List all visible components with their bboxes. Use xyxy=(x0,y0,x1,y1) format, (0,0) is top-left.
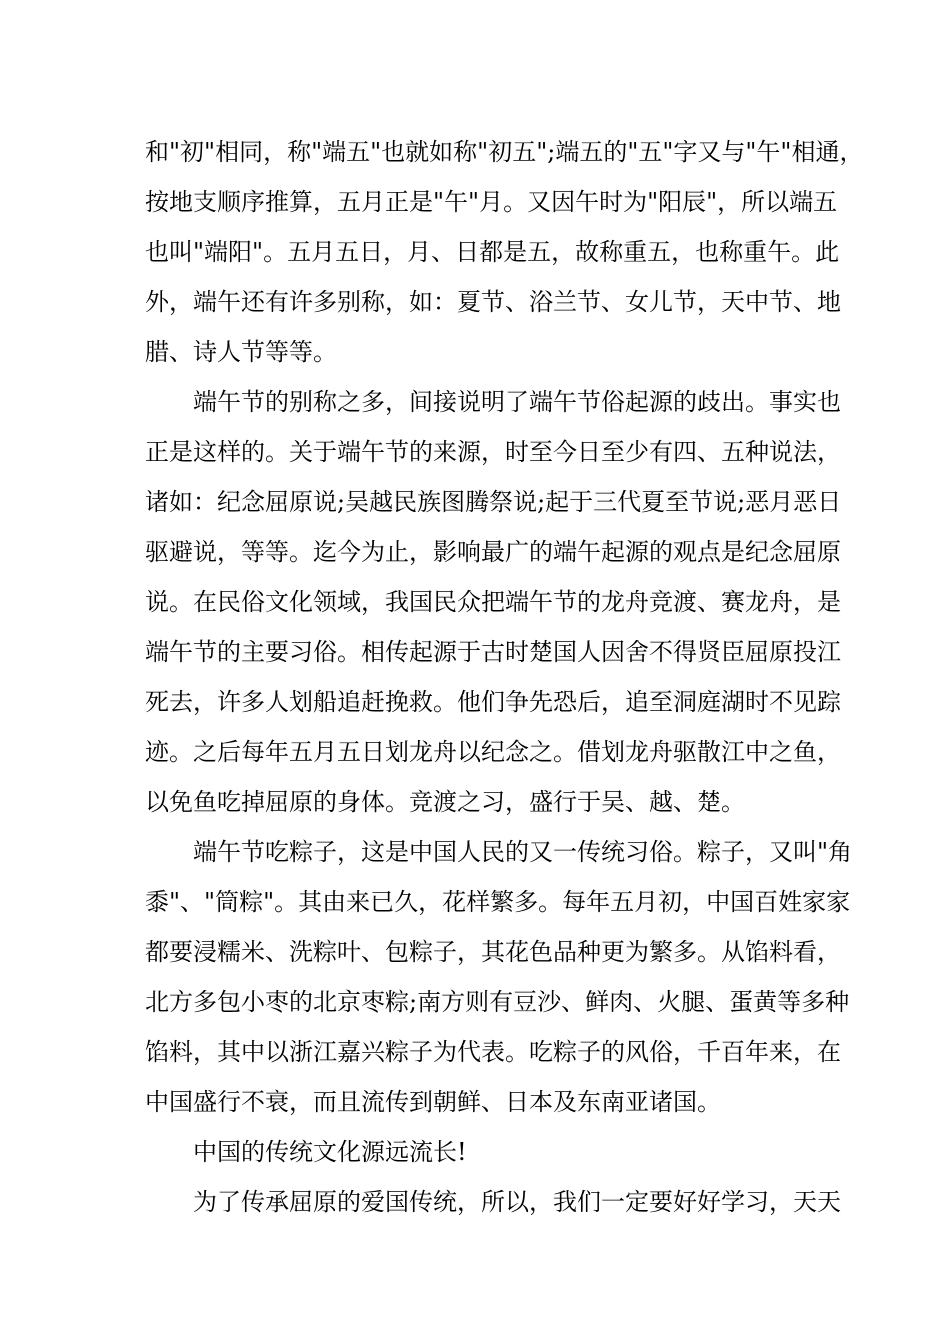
text-line: 黍"、"筒粽"。其由来已久，花样繁多。每年五月初，中国百姓家家 xyxy=(145,888,851,916)
text-line: 北方多包小枣的北京枣粽;南方则有豆沙、鲜肉、火腿、蛋黄等多种 xyxy=(145,988,850,1016)
text-line: 正是这样的。关于端午节的来源，时至今日至少有四、五种说法， xyxy=(145,438,841,466)
text-line: 和"初"相同，称"端五"也就如称"初五";端五的"五"字又与"午"相通， xyxy=(145,138,864,166)
text-line: 诸如：纪念屈原说;吴越民族图腾祭说;起于三代夏至节说;恶月恶日 xyxy=(145,488,842,516)
text-line: 中国盛行不衰，而且流传到朝鲜、日本及东南亚诸国。 xyxy=(145,1088,721,1116)
text-line: 外，端午还有许多别称，如：夏节、浴兰节、女儿节，天中节、地 xyxy=(145,288,841,316)
paragraph-start-line: 为了传承屈原的爱国传统，所以，我们一定要好好学习，天天 xyxy=(193,1188,841,1216)
body-text xyxy=(145,127,864,1227)
paragraph-start-line: 中国的传统文化源远流长! xyxy=(193,1138,467,1166)
text-line: 腊、诗人节等等。 xyxy=(145,338,337,366)
text-line: 也叫"端阳"。五月五日，月、日都是五，故称重五，也称重午。此 xyxy=(145,238,840,266)
text-line: 端午节的主要习俗。相传起源于古时楚国人因舍不得贤臣屈原投江 xyxy=(145,638,841,666)
text-line: 说。在民俗文化领域，我国民众把端午节的龙舟竞渡、赛龙舟，是 xyxy=(145,588,841,616)
text-line: 以免鱼吃掉屈原的身体。竞渡之习，盛行于吴、越、楚。 xyxy=(145,788,745,816)
text-line: 按地支顺序推算，五月正是"午"月。又因午时为"阳辰"，所以端五 xyxy=(145,188,838,216)
text-line: 都要浸糯米、洗粽叶、包粽子，其花色品种更为繁多。从馅料看， xyxy=(145,938,841,966)
text-line: 迹。之后每年五月五日划龙舟以纪念之。借划龙舟驱散江中之鱼， xyxy=(145,738,841,766)
text-line: 馅料，其中以浙江嘉兴粽子为代表。吃粽子的风俗，千百年来，在 xyxy=(145,1038,841,1066)
text-line: 死去，许多人划船追赶挽救。他们争先恐后，追至洞庭湖时不见踪 xyxy=(145,688,841,716)
text-line: 驱避说，等等。迄今为止，影响最广的端午起源的观点是纪念屈原 xyxy=(145,538,841,566)
paragraph-start-line: 端午节的别称之多，间接说明了端午节俗起源的歧出。事实也 xyxy=(193,388,841,416)
paragraph-start-line: 端午节吃粽子，这是中国人民的又一传统习俗。粽子，又叫"角 xyxy=(193,838,853,866)
